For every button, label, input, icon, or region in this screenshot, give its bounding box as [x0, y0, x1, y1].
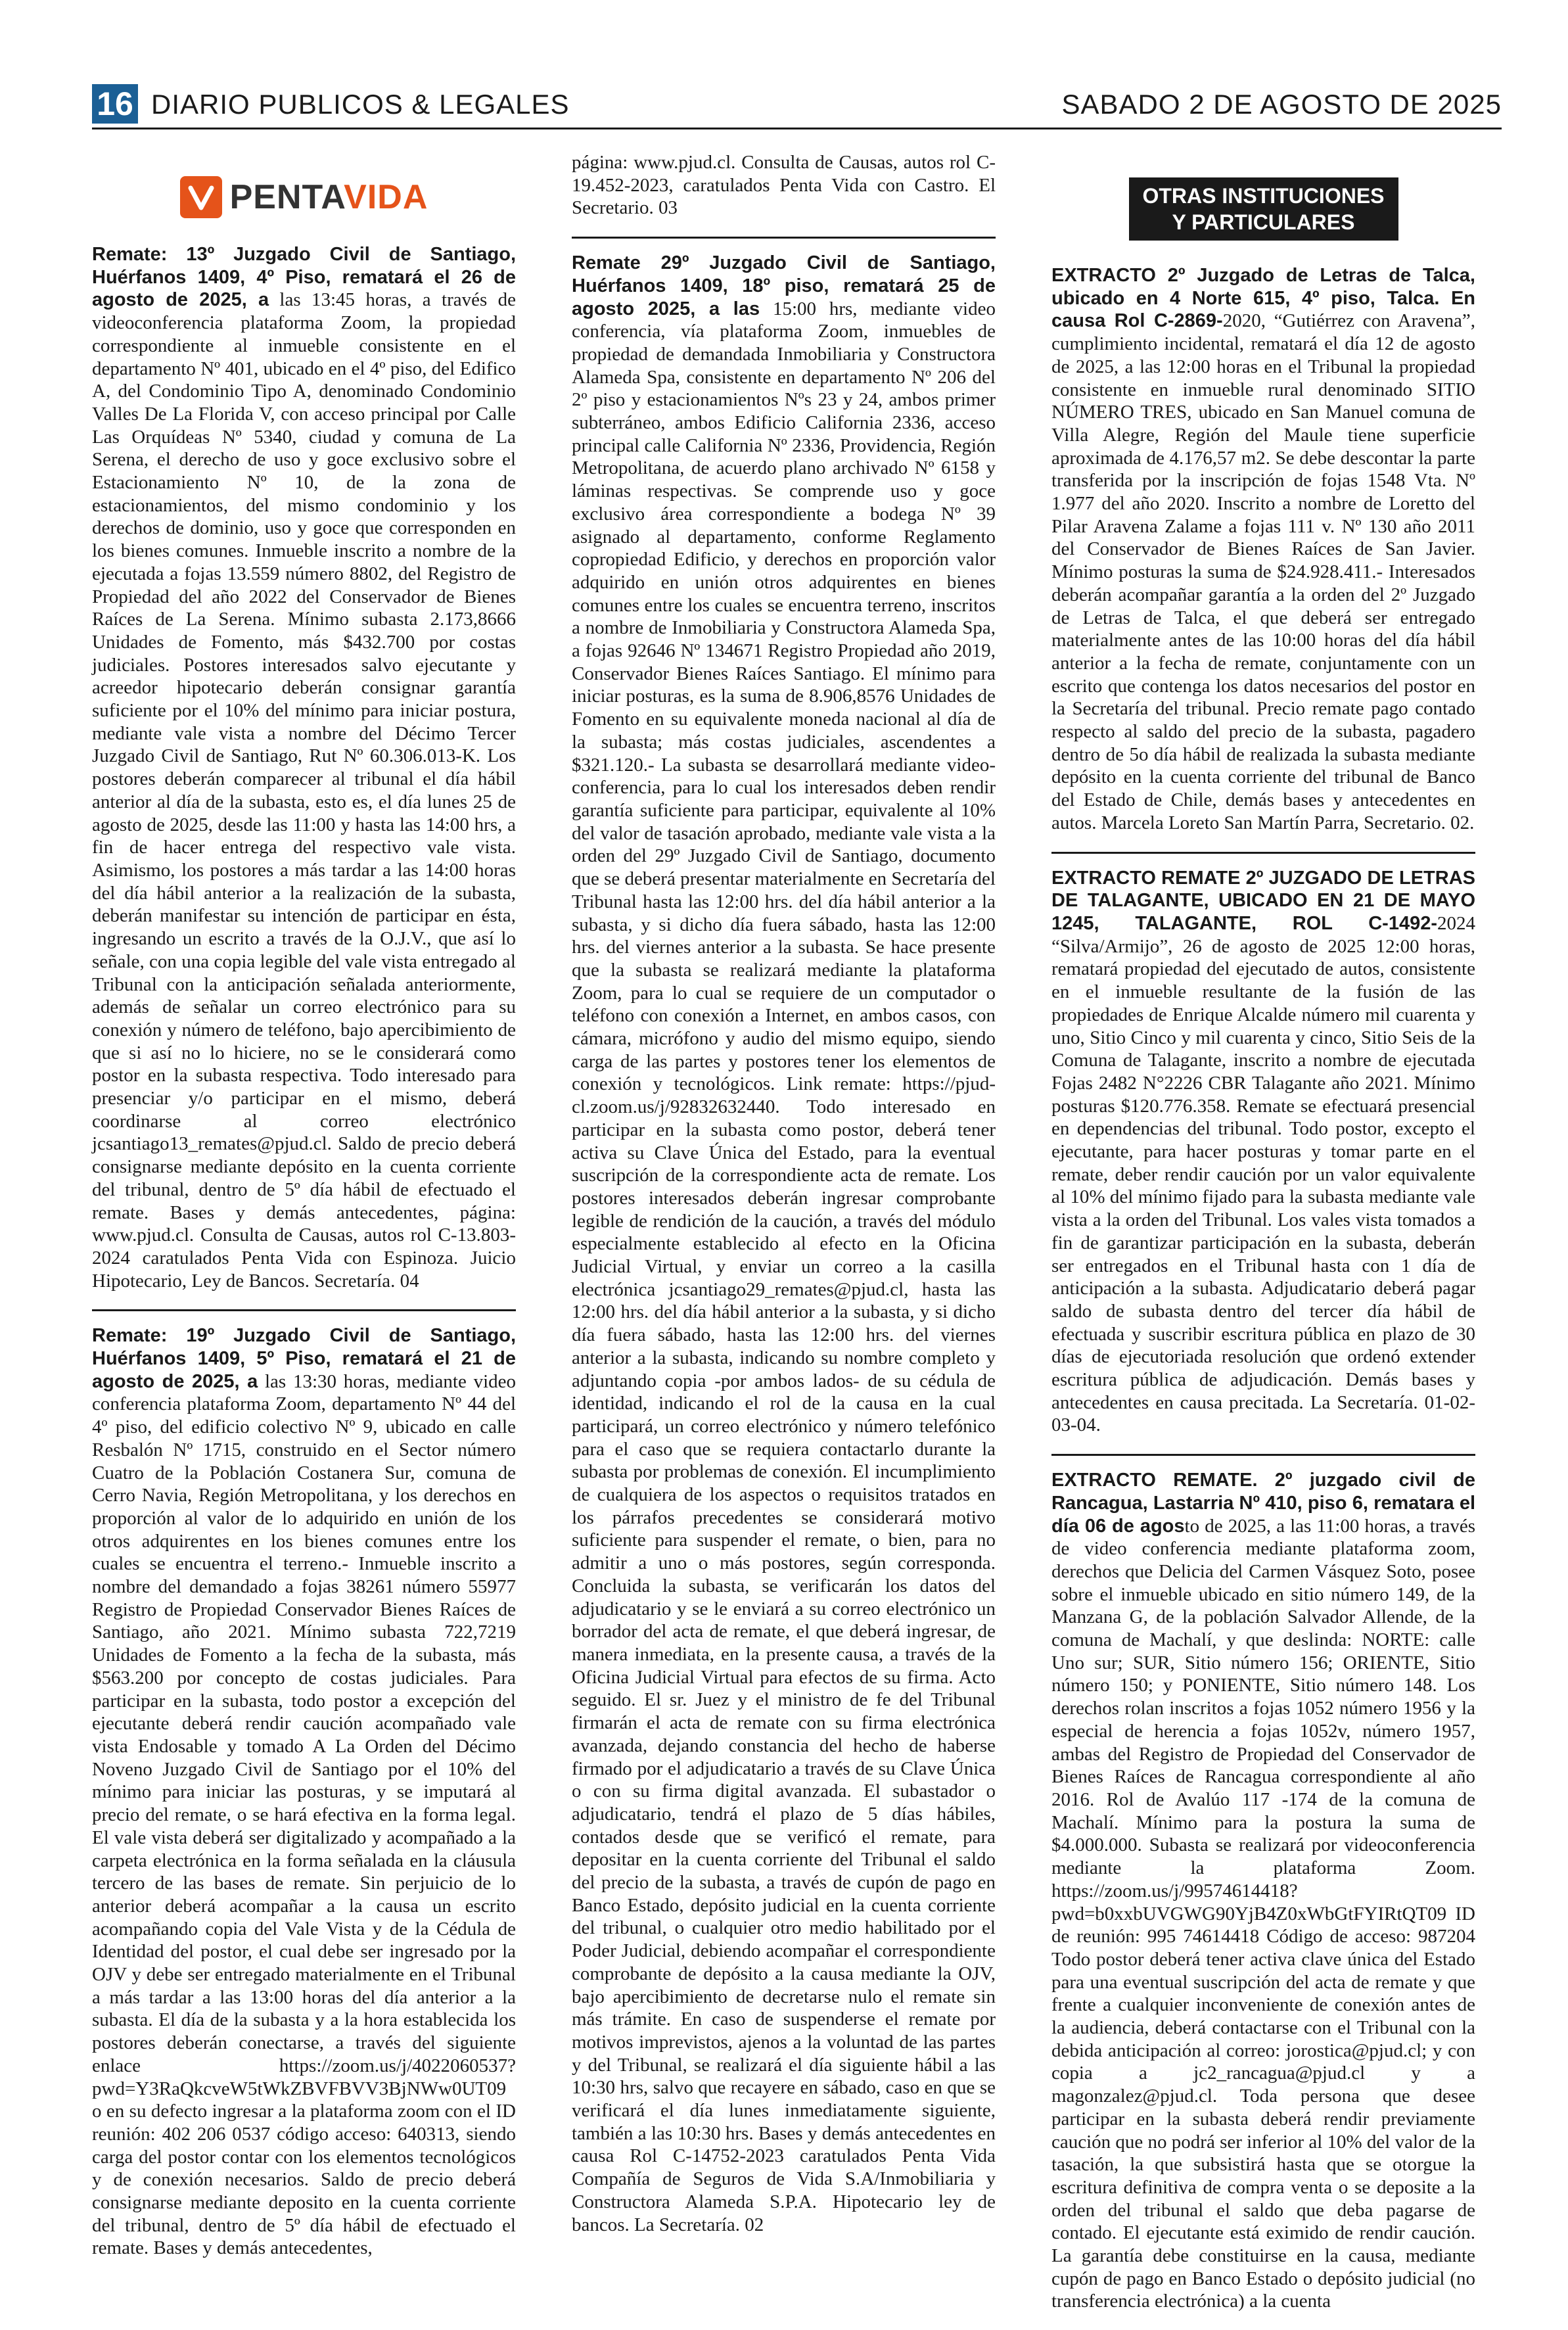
notice-heading: EXTRACTO 2º Juzgado de Letras de Talca, ubicado en 4 Norte 615, 4º piso, Talca. En causa Rol C-2869- — [1051, 265, 1475, 332]
column-1 — [92, 151, 516, 2277]
publication-title: DIARIO PUBLICOS & LEGALES — [151, 89, 570, 120]
notice-separator — [1051, 852, 1475, 854]
notice-separator — [92, 1309, 516, 1311]
notice-19-juzgado — [92, 1324, 516, 2260]
notice-talca — [1051, 264, 1475, 835]
notice-body: 15:00 hrs, mediante video conferencia, vía plataforma Zoom, inmuebles de propiedad de demandada Inmobiliaria y Constructora Alameda Spa, consistente en departamento Nº 206 del 2º piso y estacionamientos Nºs 23 y 24, ambos primer subterráneo, ambos Edificio California 2336, acceso principal calle California Nº 2336, Providencia, Región Metropolitana, de acuerdo plano archivado Nº 6158 y láminas respectivas. Se comprende uso y goce exclusivo área correspondiente a bodega Nº 39 asignado al departamento, conforme Reglamento copropiedad Edificio, y derechos en proporción valor adquirido en unión otros adquirentes en bienes comunes entre los cuales se encuentra terreno, inscritos a nombre de Inmobiliaria y Constructora Alameda Spa, a fojas 92646 Nº 134671 Registro Propiedad año 2019, Conservador Bienes Raíces Santiago. El mínimo para iniciar posturas, es la suma de 8.906,8576 Unidades de Fomento en su equivalente moneda nacional al día de la subasta; más costas judiciales, ascendentes a $321.120.- La subasta se desarrollará mediante video-conferencia, para lo cual los interesados deben rendir garantía suficiente para participar, equivalente al 10% del valor de tasación aprobado, mediante vale vista a la orden del 29º Juzgado Civil de Santiago, documento que se deberá presentar materialmente en Secretaría del Tribunal hasta las 12:00 hrs. del día hábil anterior a la subasta, y si dicho día fuera sábado, hasta las 12:00 hrs. del viernes anterior a la subasta. Se hace presente que la subasta se realizará mediante la plataforma Zoom, para lo cual se requiere de un computador o teléfono con conexión a Internet, en ambos casos, con cámara, micrófono y audio del mismo equipo, siendo carga de las partes y postores tener los elementos de conexión y tecnológicos. Link remate: https://pjud-cl.zoom.us/j/92832632440. Todo interesado en participar en la subasta como postor, deberá tener activa su Clave Única del Estado, para la eventual suscripción de la correspondiente acta de remate. Los postores interesados deberán ingresar comprobante legible de rendición de la caución, a través del módulo especialmente establecido al efecto en la Oficina Judicial Virtual, y enviar un correo a la casilla electrónica jcsantiago29_remates@pjud.cl, hasta las 12:00 hrs. del día hábil anterior a la subasta, y si dicho día fuera sábado, hasta las 12:00 hrs. del viernes anterior a la subasta, indicando su nombre completo y adjuntando copia -por ambos lados- de su cédula de identidad, indicando el rol de la causa en la cual participará, un correo electrónico y número telefónico para el caso que se requiera contactarlo durante la subasta por problemas de conexión. El incumplimiento de cualquiera de los aspectos o requisitos tratados en los párrafos precedentes se considerará motivo suficiente para suspender el remate, o bien, para no admitir a uno o más postores, según corresponda. Concluida la subasta, se verificarán los datos del adjudicatario y se le enviará a su correo electrónico un borrador del acta de remate, el que deberá ingresar, de manera inmediata, en la presente causa, a través de la Oficina Judicial Virtual para efectos de su firma. Acto seguido. El sr. Juez y el ministro de fe del Tribunal firmarán el acta de remate con su firma electrónica avanzada, dejando constancia del hecho de haberse firmado por el adjudicatario a través de su Clave Única o con su firma digital avanzada. El subastador o adjudicatario, tendrá el plazo de 5 días hábiles, contados desde que se verificó el remate, para depositar en la cuenta corriente del Tribunal el saldo del precio de la subasta, a través de cupón de pago en Banco Estado, depósito judicial en la cuenta corriente del tribunal, o cualquier otro medio habilitado por el Poder Judicial, debiendo acompañar el correspondiente comprobante de depósito a la causa mediante la OJV, bajo apercibimiento de decretarse nulo el remate sin más trámite. En caso de suspenderse el remate por motivos imprevistos, ajenos a la voluntad de las partes y del Tribunal, se realizará el día siguiente hábil a las 10:30 hrs, salvo que recayere en sábado, caso en que se verificará el día lunes inmediatamente siguiente, también a las 10:30 hrs. Bases y demás antecedentes en causa Rol C-14752-2023 caratulados Penta Vida Compañía de Seguros de Vida S.A/Inmobiliaria y Constructora Alameda S.P.A. Hipotecario ley de bancos. La Secretaría. 02 — [572, 298, 996, 2235]
notice-talagante — [1051, 867, 1475, 1437]
section-banner — [1129, 177, 1398, 241]
notice-29-juzgado — [572, 252, 996, 2236]
notice-13-juzgado — [92, 243, 516, 1292]
notice-rancagua — [1051, 1469, 1475, 2313]
pentavida-logo — [92, 151, 516, 243]
notice-heading: EXTRACTO REMATE 2º JUZGADO DE LETRAS DE TALAGANTE, UBICADO EN 21 DE MAYO 1245, TALAGANTE, ROL C-1492- — [1051, 867, 1475, 934]
notice-continuation: página: www.pjud.cl. Consulta de Causas, autos rol C-19.452-2023, caratulados Penta Vida con Castro. El Secretario. 03 — [572, 152, 996, 219]
notice-body: las 13:45 horas, a través de videoconferencia plataforma Zoom, la propiedad correspondiente al inmueble consistente en el departamento Nº 401, ubicado en el 4º piso, del Edifico A, del Condominio Tipo A, denominado Condominio Valles De La Florida V, con acceso principal por Calle Las Orquídeas Nº 5340, ciudad y comuna de La Serena, el derecho de uso y goce exclusivo sobre el Estacionamiento Nº 10, de la zona de estacionamientos, del mismo condominio y los derechos de dominio, uso y goce que corresponden en los bienes comunes. Inmueble inscrito a nombre de la ejecutada a fojas 13.559 número 8802, del Registro de Propiedad del año 2022 del Conservador de Bienes Raíces de La Serena. Mínimo subasta 2.173,8666 Unidades de Fomento, más $432.700 por costas judiciales. Postores interesados salvo ejecutante y acreedor hipotecario deberán consignar garantía suficiente por el 10% del mínimo para iniciar postura, mediante vale vista a nombre del Décimo Tercer Juzgado Civil de Santiago, Rut Nº 60.306.013-K. Los postores deberán comparecer al tribunal el día hábil anterior al día de la subasta, esto es, el día lunes 25 de agosto de 2025, desde las 11:00 y hasta las 14:00 hrs, a fin de hacer entrega del respectivo vale vista. Asimismo, los postores a más tardar a las 14:00 horas del día hábil anterior a la realización de la subasta, deberán manifestar su intención de participar en ésta, ingresando un escrito a través de la O.J.V., que así lo señale, con una copia legible del vale vista entregado al Tribunal con la anticipación señalada anteriormente, además de señalar un correo electrónico para su conexión y número de teléfono, bajo apercibimiento de que si así no lo hiciere, no se le considerará como postor en la subasta respectiva. Todo interesado para presenciar y/o participar en el mismo, deberá coordinarse al correo electrónico jcsantiago13_remates@pjud.cl. Saldo de precio deberá consignarse mediante depósito en la cuenta corriente del tribunal, dentro de 5º día hábil de efectuado el remate. Bases y demás antecedentes, página: www.pjud.cl. Consulta de Causas, autos rol C-13.803-2024 caratulados Penta Vida con Espinoza. Juicio Hipotecario, Ley de Bancos. Secretaría. 04 — [92, 289, 516, 1292]
notice-separator — [1051, 1454, 1475, 1456]
page-number: 16 — [92, 84, 138, 124]
notice-body: to de 2025, a las 11:00 horas, a través de video conferencia mediante plataforma zoom, derechos que Delicia del Carmen Vásquez Soto, posee sobre el inmueble ubicado en sitio número 149, de la Manzana G, de la población Salvador Allende, de la comuna de Machalí, y que deslinda: NORTE: calle Uno sur; SUR, Sitio número 156; ORIENTE, Sitio número 150; y PONIENTE, Sitio número 148. Los derechos rolan inscritos a fojas 1052 número 1956 y la especial de herencia a fojas 1052v, número 1957, ambas del Registro de Propiedad del Conservador de Bienes Raíces de Rancagua correspondiente al año 2016. Rol de Avalúo 117 -174 de la comuna de Machalí. Mínimo para la postura la suma de $4.000.000. Subasta se realizará por videoconferencia mediante la plataforma Zoom. https://zoom.us/j/99574614418?pwd=b0xxbUVGWG90YjB4Z0xWbGtFYIRtQT09 ID de reunión: 995 74614418 Código de acceso: 987204 Todo postor deberá tener activa clave única del Estado para una eventual suscripción del acta de remate y que frente a cualquier inconveniente de conexión antes de la audiencia, deberá contactarse con el Tribunal con la debida anticipación al correo: jorostica@pjud.cl; y con copia a jc2_rancagua@pjud.cl y a magonzalez@pjud.cl. Toda persona que desee participar en la subasta deberá rendir previamente caución que no podrá ser inferior al 10% del valor de la tasación, la que subsistirá hasta que se otorgue la escritura definitiva de compra venta o se deposite a la orden del tribunal el saldo que deba pagarse de contado. El ejecutante está eximido de rendir caución. La garantía debe constituirse en la causa, mediante cupón de pago en Banco Estado o depósito judicial (no transferencia electrónica) a la cuenta — [1051, 1515, 1475, 2312]
column-3 — [1051, 151, 1475, 2330]
notice-body: las 13:30 horas, mediante video conferencia plataforma Zoom, departamento Nº 44 del 4º piso, del edificio colectivo Nº 9, ubicado en calle Resbalón Nº 1715, construido en el Sector número Cuatro de la Población Costanera Sur, comuna de Cerro Navia, Región Metropolitana, y los derechos en proporción al valor de lo adquirido en unión de los otros adquirentes en los bienes comunes entre los cuales se encuentra el terreno.- Inmueble inscrito a nombre del demandado a fojas 38261 número 55977 Registro de Propiedad Conservador Bienes Raíces de Santiago, año 2021. Mínimo subasta 722,7219 Unidades de Fomento a la fecha de la subasta, más $563.200 por concepto de costas judiciales. Para participar en la subasta, todo postor a excepción del ejecutante deberá rendir caución acompañado vale vista Endosable y tomado A La Orden del Décimo Noveno Juzgado Civil de Santiago por el 10% del mínimo para iniciar las posturas, y se imputará al precio del remate, o se hará efectiva en la forma legal. El vale vista deberá ser digitalizado y acompañado a la carpeta electrónica en la forma señalada en la cláusula tercero de las bases de remate. Sin perjuicio de lo anterior deberá acompañar a la causa un escrito acompañando copia del Vale Vista y de la Cédula de Identidad del postor, el cual debe ser ingresado por la OJV y debe ser entregado materialmente en el Tribunal a más tardar a las 13:00 horas del día anterior a la subasta. El día de la subasta y a la hora establecida los postores deberán conectarse, a través del siguiente enlace https://zoom.us/j/4022060537?pwd=Y3RaQkcveW5tWkZBVFBVV3BjNWw0UT09 o en su defecto ingresar a la plataforma zoom con el ID reunión: 402 206 0537 código acceso: 640313, siendo carga del postor contar con los elementos tecnológicos y de conexión necesarios. Saldo de precio deberá consignarse mediante deposito en la cuenta corriente del tribunal, dentro de 5º día hábil de efectuado el remate. Bases y demás antecedentes, — [92, 1370, 516, 2259]
column-2 — [572, 151, 996, 2253]
notice-body: 2020, “Gutiérrez con Aravena”, cumplimiento incidental, rematará el día 12 de agosto de 2025, a las 12:00 horas en el Tribunal la propiedad consistente en inmueble rural denominado SITIO NÚMERO TRES, ubicado en San Manuel comuna de Villa Alegre, Región del Maule tiene superficie aproximada de 4.176,57 m2. Se debe descontar la parte transferida por la inscripción de fojas 1548 Vta. Nº 1.977 del año 2020. Inscrito a nombre de Loretto del Pilar Aravena Zalame a fojas 111 v. Nº 130 año 2011 del Conservador de Bienes Raíces de San Javier. Mínimo posturas la suma de $24.928.411.- Interesados deberán acompañar garantía a la orden del 2º Juzgado de Letras de Talca, el que deberá ser entregado materialmente antes de las 10:00 horas del día hábil anterior a la fecha de remate, conjuntamente con un escrito que contenga los datos necesarios del postor en la Secretaría del tribunal. Precio remate pago contado respecto al saldo del precio de la subasta, pagadero dentro de 5o día hábil de realizada la subasta mediante depósito en la cuenta corriente del tribunal de Banco del Estado de Chile, demás bases y antecedentes en autos. Marcela Loreto San Martín Parra, Secretario. 02. — [1051, 310, 1476, 833]
notice-separator — [572, 237, 996, 239]
issue-date: SABADO 2 DE AGOSTO DE 2025 — [1061, 89, 1502, 120]
banner-line-2: Y PARTICULARES — [1172, 210, 1355, 234]
notice-heading: Remate 29º Juzgado Civil de Santiago, Huérfanos 1409, 18º piso, rematará 25 de agosto 2025, a las — [572, 252, 996, 319]
logo-text-penta: PENTA — [229, 177, 344, 216]
pentavida-v-icon — [180, 176, 222, 218]
notice-heading: Remate: 13º Juzgado Civil de Santiago, Huérfanos 1409, 4º Piso, rematará el 26 de agosto de 2025, a — [92, 244, 516, 311]
notice-body: 2024 “Silva/Armijo”, 26 de agosto de 2025 12:00 horas, rematará propiedad del ejecutado de autos, consistente en el inmueble resultante de la fusión de las propiedades de Enrique Alcalde número mil cuarenta y uno, Sitio Cinco y mil cuarenta y cinco, Sitio Seis de la Comuna de Talagante, inscrito a nombre de ejecutada Fojas 2482 N°2226 CBR Talagante año 2021. Mínimo posturas $120.776.358. Remate se efectuará presencial en dependencias del tribunal. Todo postor, excepto el ejecutante, para hacer posturas y tomar parte en el remate, deber rendir caución por un valor equivalente al 10% del mínimo fijado para la subasta mediante vale vista a la orden del Tribunal. Los vales vista tomados a fin de garantizar participación en la subasta, deberán ser entregados en el Tribunal hasta con 1 día de anticipación a la subasta. Adjudicatario deberá pagar saldo de subasta dentro del tercer día hábil de efectuada y suscribir escritura pública en plazo de 30 días de ejecutoriada resolución que ordenó extender escritura pública de adjudicación. Demás bases y antecedentes en causa precitada. La Secretaría. 01-02-03-04. — [1051, 912, 1475, 1436]
banner-line-1: OTRAS INSTITUCIONES — [1142, 184, 1385, 208]
notice-heading: Remate: 19º Juzgado Civil de Santiago, Huérfanos 1409, 5º Piso, rematará el 21 de agosto de 2025, a — [92, 1325, 516, 1392]
header-rule — [92, 128, 1502, 129]
notice-heading: EXTRACTO REMATE. 2º juzgado civil de Rancagua, Lastarria Nº 410, piso 6, rematara el día 06 de agos — [1051, 1470, 1475, 1537]
page-header — [92, 84, 1502, 125]
logo-text-vida: VIDA — [344, 177, 428, 216]
